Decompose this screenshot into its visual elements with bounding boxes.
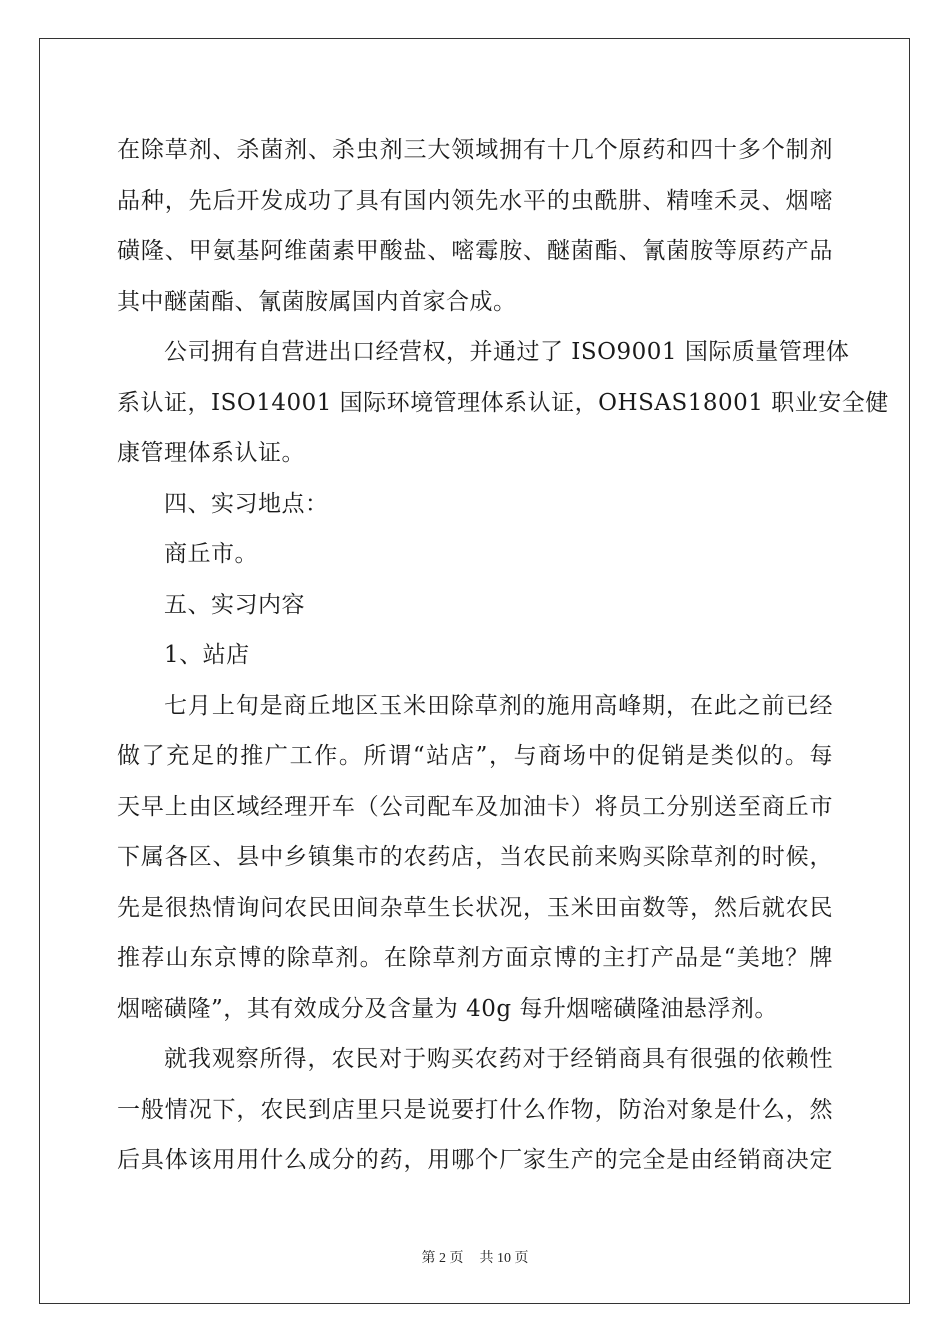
text-line: 烟嘧磺隆”，其有效成分及含量为 40g 每升烟嘧磺隆油悬浮剂。 [117,995,778,1022]
text-line: 先是很热情询问农民田间杂草生长状况，玉米田亩数等，然后就农民 [117,894,833,921]
page-number: 第 2 页 [421,1251,464,1266]
text-line: 就我观察所得，农民对于购买农药对于经销商具有很强的依赖性 [164,1046,833,1072]
text-line: 磺隆、甲氨基阿维菌素甲酸盐、嘧霉胺、醚菌酯、氰菌胺等原药产品 [117,238,833,264]
document-body [117,125,889,1186]
text-line: 其中醚菌酯、氰菌胺属国内首家合成。 [117,288,517,315]
text-line: 做了充足的推广工作。所谓“站店”，与商场中的促销是类似的。每 [117,743,833,769]
text-line: 天早上由区域经理开车（公司配车及加油卡）将员工分别送至商丘市 [117,793,833,820]
text-line: 四、实习地点： [164,490,329,517]
page-total: 共 10 页 [479,1251,529,1266]
text-line: 七月上旬是商丘地区玉米田除草剂的施用高峰期，在此之前已经 [164,692,833,719]
text-line: 下属各区、县中乡镇集市的农药店，当农民前来购买除草剂的时候， [117,844,833,870]
text-line: 一般情况下，农民到店里只是说要打什么作物，防治对象是什么，然 [117,1096,833,1123]
page-footer [0,1247,950,1267]
text-line: 五、实习内容 [164,591,305,618]
text-line: 康管理体系认证。 [117,440,305,466]
text-line: 品种，先后开发成功了具有国内领先水平的虫酰肼、精喹禾灵、烟嘧 [117,187,833,214]
text-line: 1、站店 [164,642,250,668]
text-line: 推荐山东京博的除草剂。在除草剂方面京博的主打产品是“美地？牌 [117,945,833,971]
text-line: 公司拥有自营进出口经营权，并通过了 ISO9001 国际质量管理体 [164,339,850,365]
text-line: 商丘市。 [164,541,258,567]
text-line: 系认证，ISO14001 国际环境管理体系认证，OHSAS18001 职业安全健 [117,389,889,416]
text-line: 后具体该用用什么成分的药，用哪个厂家生产的完全是由经销商决定 [117,1147,833,1173]
text-line: 在除草剂、杀菌剂、杀虫剂三大领域拥有十几个原药和四十多个制剂 [117,137,833,163]
